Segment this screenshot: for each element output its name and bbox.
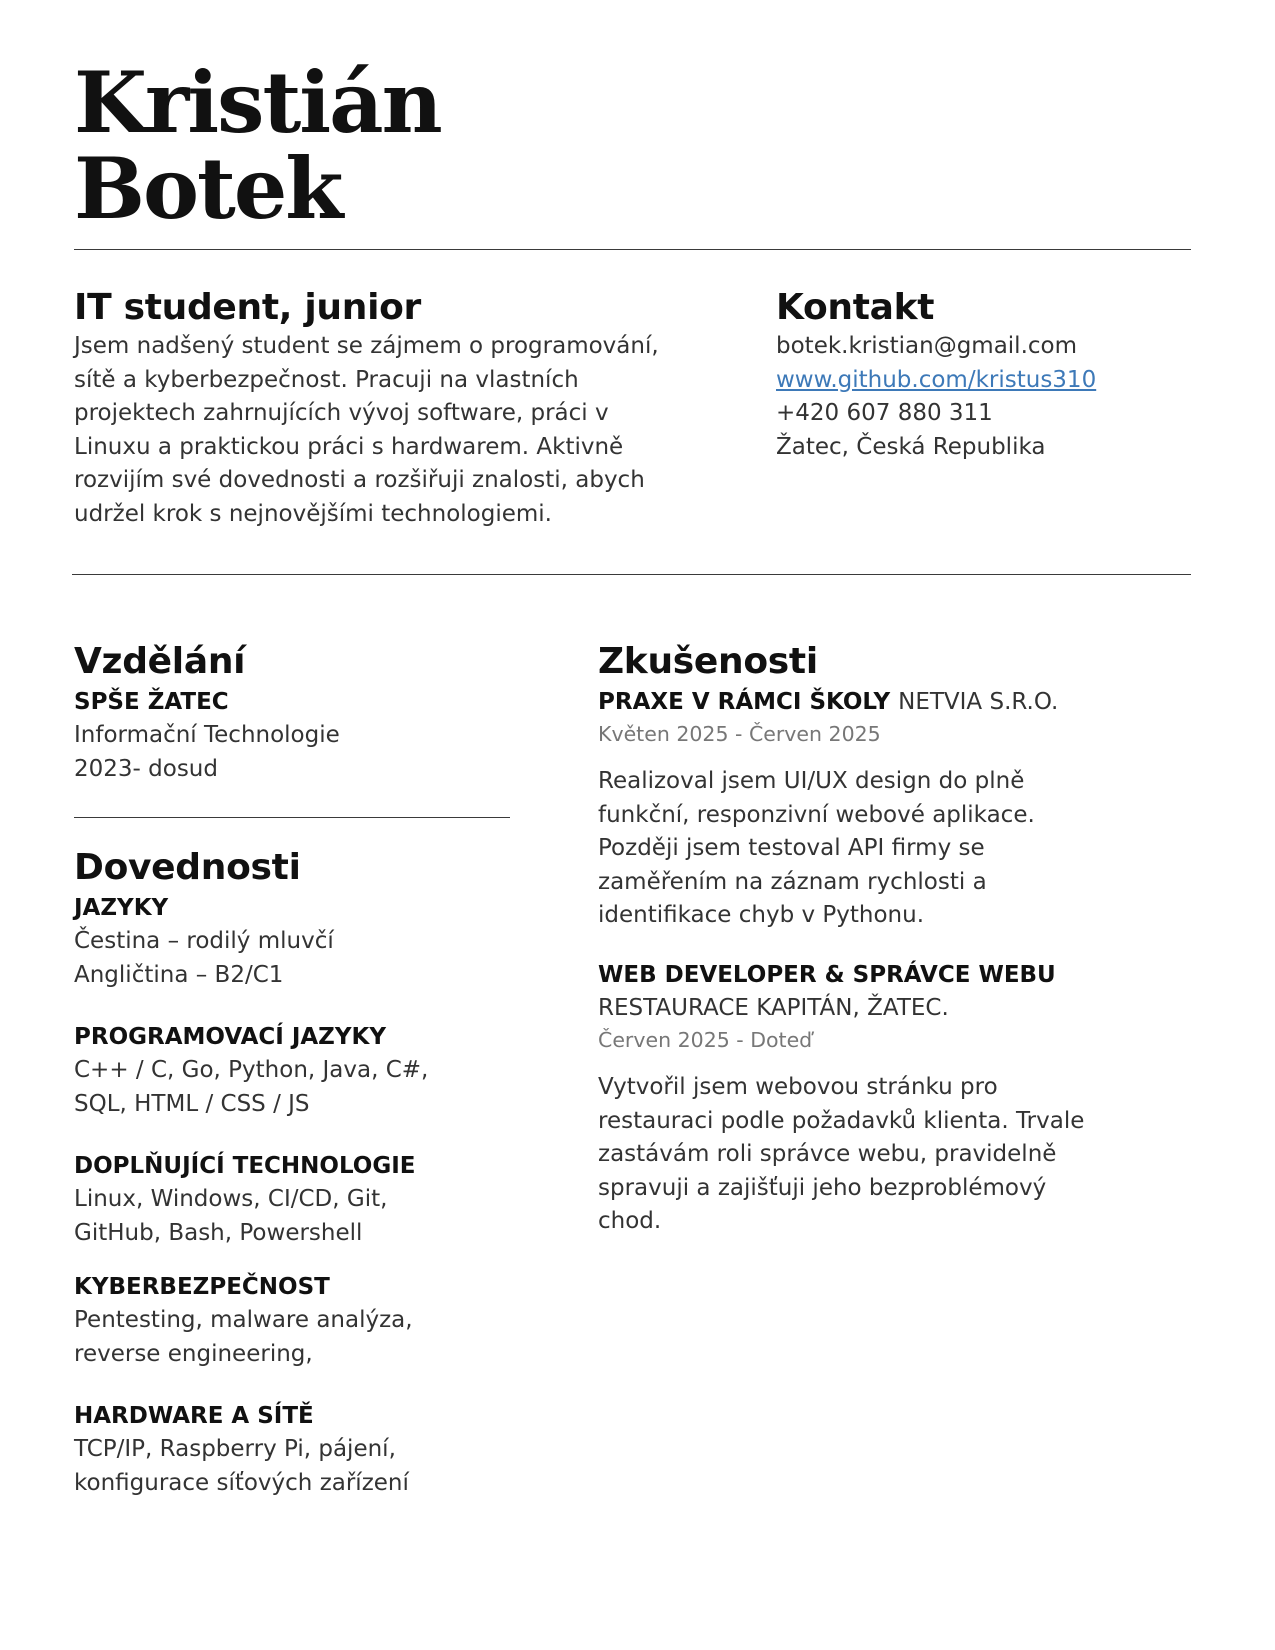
job-company: RESTAURACE KAPITÁN, ŽATEC. bbox=[598, 994, 949, 1021]
intro-line: rozvijím své dovednosti a rozšiřuji znalosti, abych bbox=[74, 467, 645, 493]
experience-section bbox=[598, 640, 1198, 1239]
job-description bbox=[598, 1071, 1198, 1239]
job-line: zaměřením na záznam rychlosti a bbox=[598, 868, 987, 895]
intro-title: IT student, junior bbox=[74, 287, 422, 328]
skills-title: Dovednosti bbox=[74, 847, 301, 888]
skill-group bbox=[74, 1271, 514, 1371]
skill-line: Čestina – rodilý mluvčí bbox=[74, 928, 334, 954]
education-section bbox=[74, 640, 514, 786]
school-name: SPŠE ŽATEC bbox=[74, 689, 229, 715]
job-line: funkční, responzivní webové aplikace. bbox=[598, 801, 1035, 828]
skill-group bbox=[74, 1021, 514, 1121]
contact-section bbox=[776, 286, 1196, 464]
job-role: WEB DEVELOPER & SPRÁVCE WEBU bbox=[598, 961, 1056, 988]
skill-line: C++ / C, Go, Python, Java, C#, bbox=[74, 1057, 429, 1083]
skill-line: SQL, HTML / CSS / JS bbox=[74, 1090, 310, 1117]
last-name: Botek bbox=[74, 139, 342, 238]
skill-heading: HARDWARE A SÍTĚ bbox=[74, 1403, 314, 1429]
skill-line: reverse engineering, bbox=[74, 1340, 313, 1367]
job-company: NETVIA S.R.O. bbox=[898, 689, 1059, 715]
skill-line: Pentesting, malware analýza, bbox=[74, 1307, 413, 1333]
job-line: chod. bbox=[598, 1208, 662, 1234]
skill-line: Angličtina – B2/C1 bbox=[74, 961, 284, 988]
skill-group bbox=[74, 1400, 514, 1500]
job-description bbox=[598, 765, 1198, 933]
intro-section bbox=[74, 286, 714, 531]
skill-line: TCP/IP, Raspberry Pi, pájení, bbox=[74, 1436, 396, 1462]
job-period: Květen 2025 - Červen 2025 bbox=[598, 722, 881, 746]
experience-title: Zkušenosti bbox=[598, 641, 818, 682]
skill-heading: DOPLŇUJÍCÍ TECHNOLOGIE bbox=[74, 1153, 416, 1179]
education-title: Vzdělání bbox=[74, 641, 246, 682]
skill-group bbox=[74, 892, 514, 992]
study-period: 2023- dosud bbox=[74, 755, 218, 782]
skills-section bbox=[74, 846, 514, 1500]
intro-line: Jsem nadšený student se zájmem o programování, bbox=[74, 333, 659, 359]
job-role: PRAXE V RÁMCI ŠKOLY bbox=[598, 689, 891, 715]
skill-group bbox=[74, 1150, 514, 1250]
education-divider bbox=[74, 817, 510, 818]
job-title-line bbox=[598, 686, 1198, 719]
intro-line: udržel krok s nejnovějšími technologiemi. bbox=[74, 500, 552, 527]
intro-line: projektech zahrnujících vývoj software, práci v bbox=[74, 400, 609, 426]
first-name: Kristián bbox=[74, 53, 441, 152]
skill-line: konfigurace síťových zařízení bbox=[74, 1469, 409, 1496]
skill-line: GitHub, Bash, Powershell bbox=[74, 1219, 363, 1246]
job-line: Realizoval jsem UI/UX design do plně bbox=[598, 768, 1025, 794]
job-line: spravuji a zajišťuji jeho bezproblémový bbox=[598, 1174, 1047, 1201]
skill-heading: JAZYKY bbox=[74, 895, 169, 921]
intro-text bbox=[74, 330, 714, 531]
header-divider bbox=[74, 249, 1191, 250]
job-period: Červen 2025 - Doteď bbox=[598, 1028, 813, 1052]
candidate-name bbox=[74, 53, 441, 238]
job-entry bbox=[598, 959, 1198, 1239]
skill-heading: KYBERBEZPEČNOST bbox=[74, 1274, 330, 1300]
job-line: Později jsem testoval API firmy se bbox=[598, 835, 985, 861]
skill-heading: PROGRAMOVACÍ JAZYKY bbox=[74, 1024, 386, 1050]
job-line: Vytvořil jsem webovou stránku pro bbox=[598, 1074, 998, 1100]
contact-location: Žatec, Česká Republika bbox=[776, 433, 1046, 460]
study-field: Informační Technologie bbox=[74, 722, 340, 748]
contact-title: Kontakt bbox=[776, 287, 935, 328]
intro-line: Linuxu a praktickou práci s hardwarem. Aktivně bbox=[74, 433, 624, 460]
skill-line: Linux, Windows, CI/CD, Git, bbox=[74, 1186, 388, 1212]
job-line: restauraci podle požadavků klienta. Trvale bbox=[598, 1107, 1085, 1134]
contact-website-link[interactable]: www.github.com/kristus310 bbox=[776, 366, 1097, 393]
intro-line: sítě a kyberbezpečnost. Pracuji na vlastních bbox=[74, 366, 579, 393]
job-entry bbox=[598, 686, 1198, 933]
intro-divider bbox=[72, 574, 1191, 575]
contact-email[interactable]: botek.kristian@gmail.com bbox=[776, 333, 1078, 359]
contact-phone[interactable]: +420 607 880 311 bbox=[776, 400, 993, 426]
job-line: zastávám roli správce webu, pravidelně bbox=[598, 1141, 1057, 1167]
contact-details bbox=[776, 330, 1196, 464]
job-line: identifikace chyb v Pythonu. bbox=[598, 902, 925, 928]
